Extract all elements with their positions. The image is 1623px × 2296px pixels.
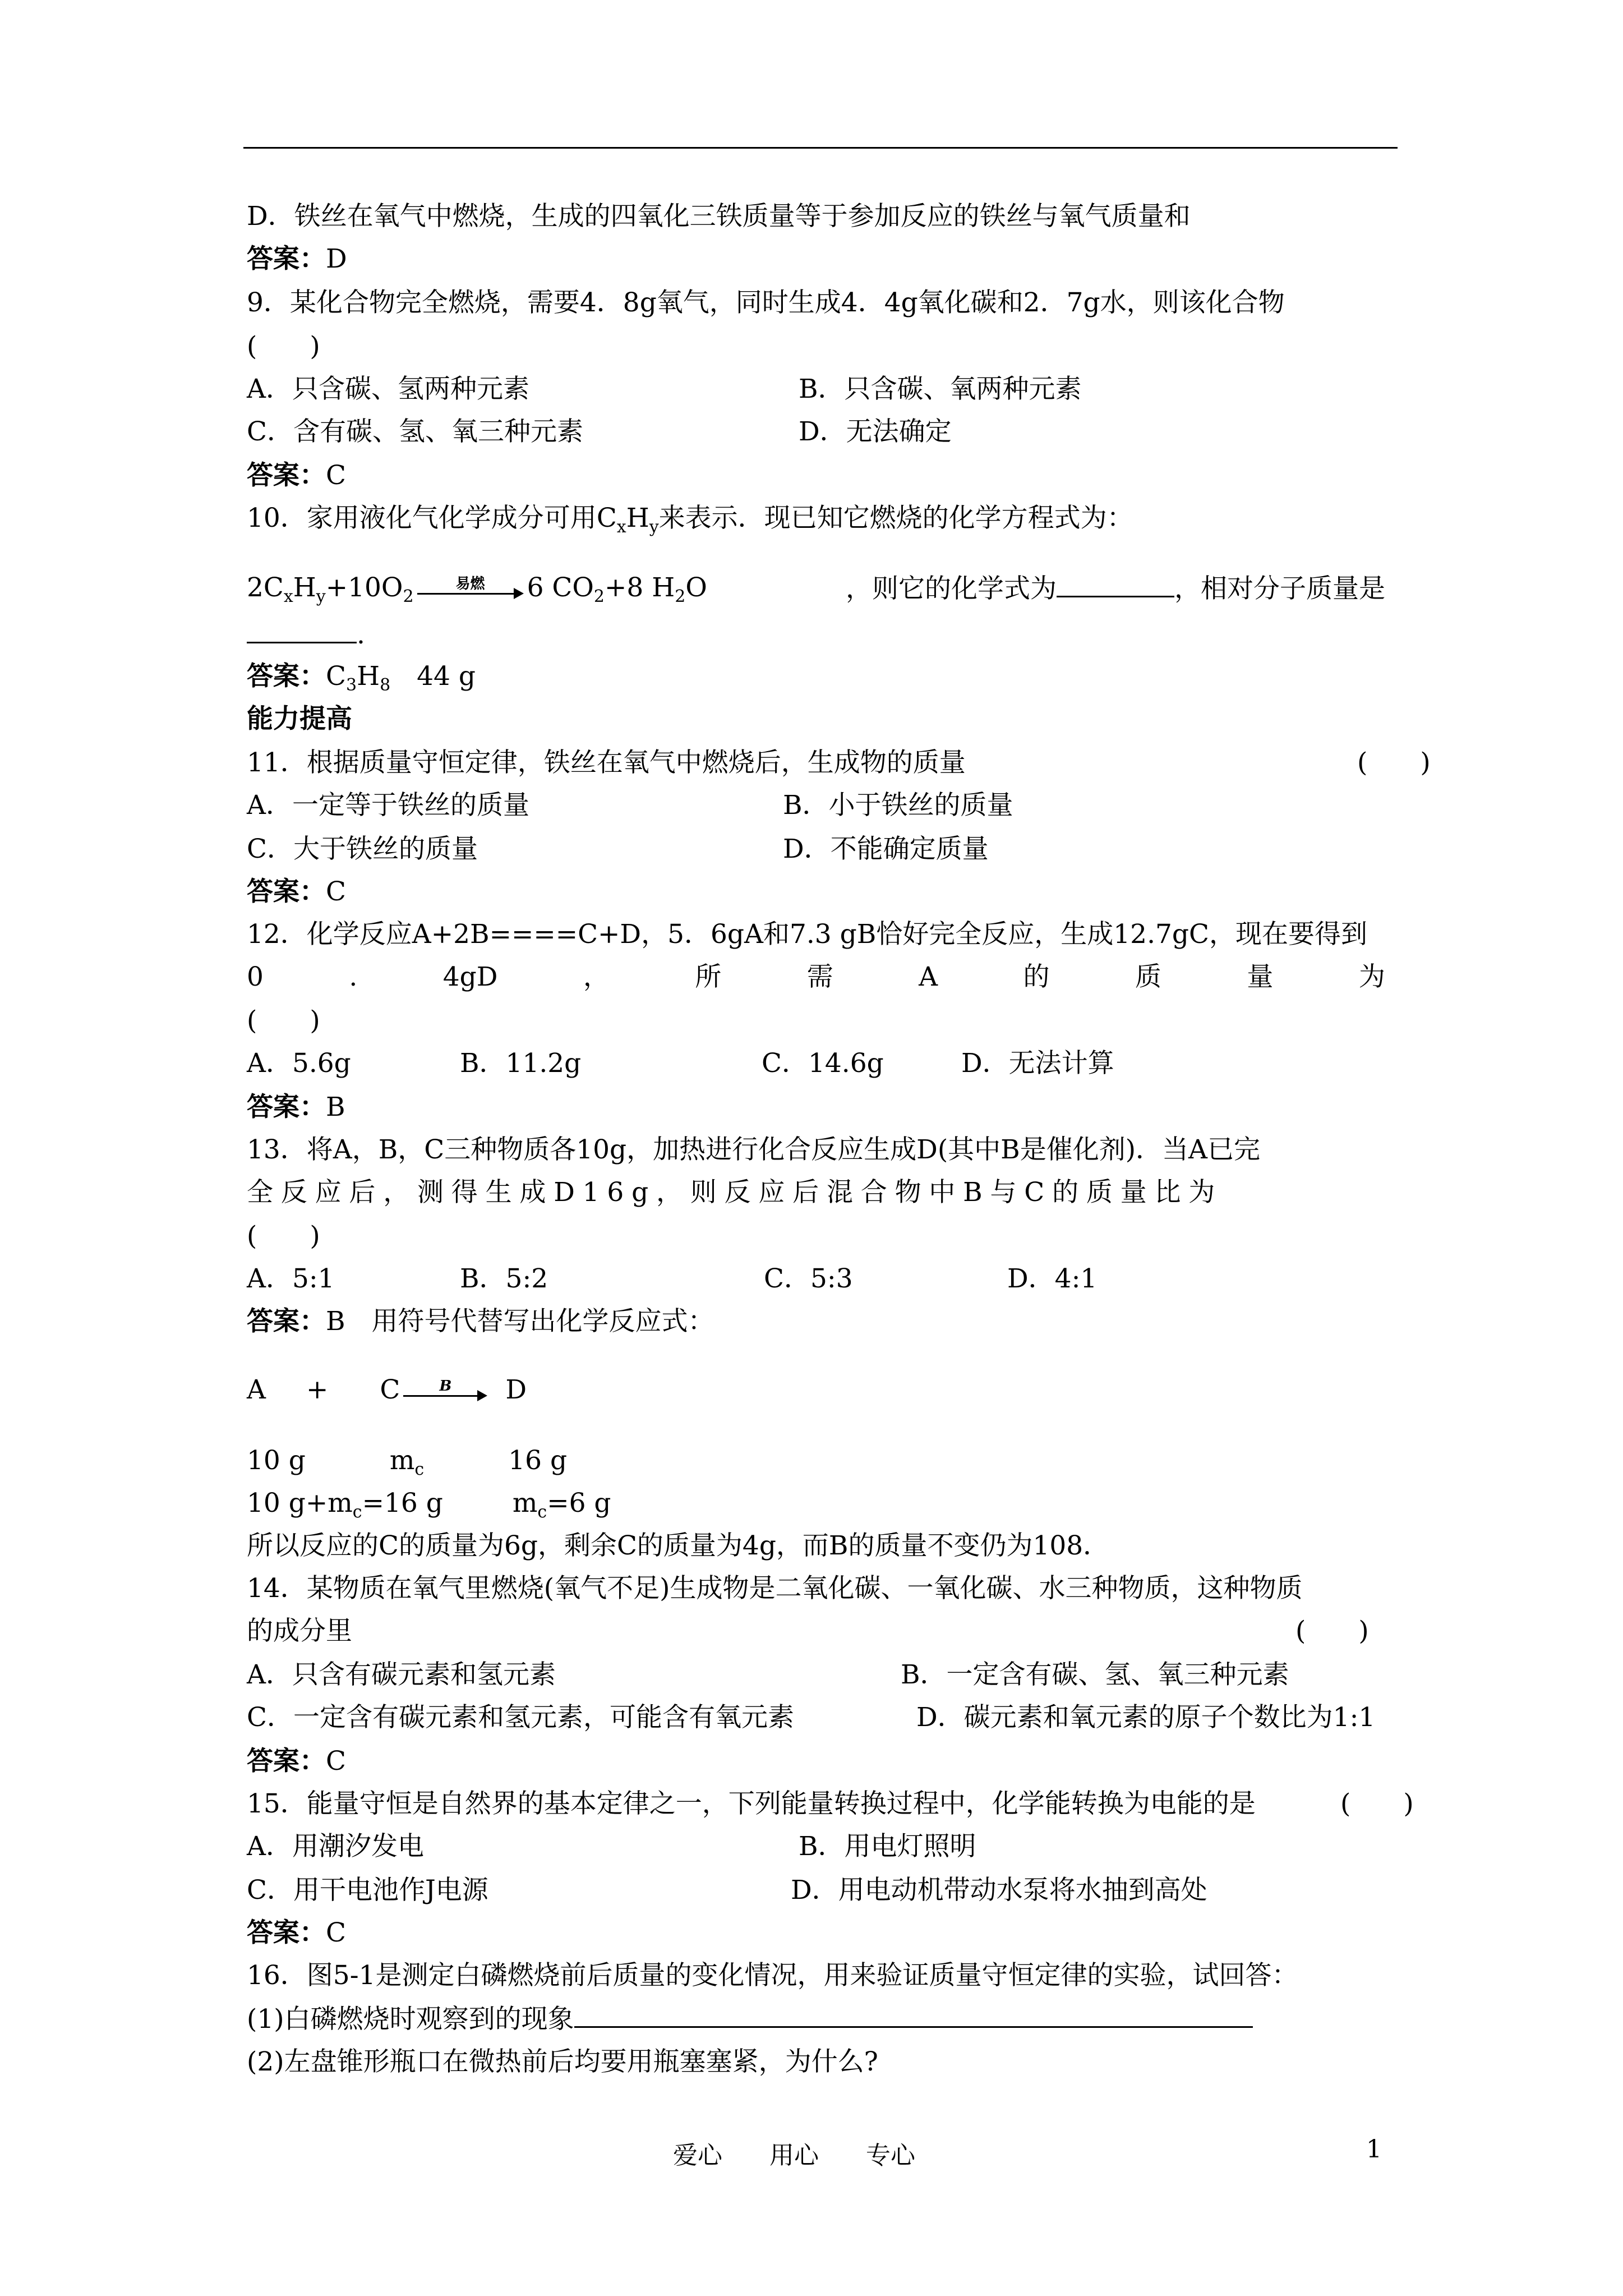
question-13-line2: 全反应后，测得生成D16g，则反应后混合物中B与C的质量比为 [247,1177,1223,1208]
answer-q10: 答案：$C_3H_8$ 44 g [247,661,476,695]
q9-option-a: A．只含碳、氢两种元素 [247,374,529,404]
q15-option-d: D．用电动机带动水泵将水抽到高处 [791,1875,1207,1906]
question-16: 16．图5-1是测定白磷燃烧前后质量的变化情况，用来验证质量守恒定律的实验，试回答： [247,1960,1298,1991]
answer-q11: 答案：C [247,876,346,907]
equation: $2C_xH_y+10O_2$ 易燃 6 $CO_2+8$ $H_2O$ [247,572,707,606]
catalyst-arrow: B [403,1375,487,1409]
q13-option-c: C．5:3 [764,1263,853,1294]
question-11: 11．根据质量守恒定律，铁丝在氧气中燃烧后，生成物的质量 [247,747,966,778]
answer-q9: 答案：C [247,460,346,491]
q12-option-c: C．14.6g [762,1048,884,1079]
page-number: 1 [1366,2135,1382,2164]
q13-option-a: A．5:1 [247,1263,335,1294]
answer-q12: 答案：B [247,1092,345,1122]
question-13-paren: ( ) [247,1221,320,1251]
q14-option-d: D．碳元素和氧元素的原子个数比为1:1 [916,1702,1376,1733]
question-14-line2: 的成分里 [247,1616,352,1646]
question-15-paren: ( ) [1340,1788,1414,1819]
question-15: 15．能量守恒是自然界的基本定律之一，下列能量转换过程中，化学能转换为电能的是 [247,1788,1256,1819]
reaction-equation: A + C B D [247,1373,527,1409]
q11-option-b: B．小于铁丝的质量 [783,790,1013,821]
q11-option-a: A．一定等于铁丝的质量 [247,790,529,821]
answer-q8: 答案：D [247,243,347,274]
answer-q14: 答案：C [247,1746,346,1777]
section-title: 能力提高 [247,703,352,734]
reaction-arrow: 易燃 [417,573,524,606]
question-14: 14．某物质在氧气里燃烧(氧气不足)生成物是二氧化碳、一氧化碳、水三种物质，这种物质 [247,1573,1303,1604]
answer-q13: 答案：B 用符号代替写出化学反应式： [247,1306,714,1337]
q14-option-c: C．一定含有碳元素和氢元素，可能含有氧元素 [247,1702,794,1733]
question-12-paren: ( ) [247,1005,320,1036]
question-12: 12．化学反应A+2B====C+D，5．6gA和7.3 gB恰好完全反应，生成12.7gC，现在要得到 [247,919,1367,950]
question-10: 10．家用液化气化学成分可用$C_xH_y$来表示．现已知它燃烧的化学方程式为： [247,503,1133,537]
q13-option-d: D．4:1 [1007,1263,1098,1294]
q9-option-b: B．只含碳、氧两种元素 [799,374,1082,404]
answer-blank[interactable] [247,617,357,643]
q10-blank-line: . [247,617,365,652]
question-13: 13．将A，B，C三种物质各10g，加热进行化合反应生成D(其中B是催化剂)．当A已完 [247,1134,1260,1165]
q9-option-c: C．含有碳、氢、氧三种元素 [247,416,583,447]
question-9: 9．某化合物完全燃烧，需要4．8g氧气，同时生成4．4g氧化碳和2．7g水，则该化合物 [247,287,1285,318]
q12-option-b: B．11.2g [460,1048,582,1079]
answer-q15: 答案：C [247,1917,346,1948]
q13-option-b: B．5:2 [460,1263,548,1294]
q15-option-b: B．用电灯照明 [799,1831,976,1862]
q14-option-a: A．只含有碳元素和氢元素 [247,1659,556,1690]
answer-blank[interactable] [1057,571,1174,597]
question-16-part1: (1)白磷燃烧时观察到的现象 [247,2001,1253,2036]
q15-option-a: A．用潮汐发电 [247,1831,424,1862]
option-d-q8: D．铁丝在氧气中燃烧，生成的四氧化三铁质量等于参加反应的铁丝与氧气质量和 [247,201,1191,232]
question-9-paren: ( ) [247,331,320,362]
question-12-line2: 0 . 4gD ， 所 需 A 的 质 量 为 [247,961,1385,992]
footer-slogan: 爱心 用心 专心 [673,2141,915,2170]
q10-tail: ，则它的化学式为 ，相对分子质量是 [846,571,1385,606]
reaction-masses: 10 g $m_c$ 16 g [247,1445,568,1479]
q11-option-c: C．大于铁丝的质量 [247,834,478,864]
mass-calculation: 10 $g+m_c=16$ g $m_c=6$ g [247,1488,611,1522]
header-rule [243,147,1398,149]
explanation-line: 所以反应的C的质量为6g，剩余C的质量为4g，而B的质量不变仍为108． [247,1530,1110,1561]
q11-option-d: D．不能确定质量 [783,834,989,864]
question-16-part2: (2)左盘锥形瓶口在微热前后均要用瓶塞塞紧，为什么? [247,2046,878,2077]
answer-blank[interactable] [574,2001,1253,2028]
question-14-paren: ( ) [1295,1616,1369,1646]
q10-equation-line [247,571,1385,606]
q9-option-d: D．无法确定 [799,416,952,447]
q12-option-a: A．5.6g [247,1048,351,1079]
question-11-paren: ( ) [1357,747,1431,778]
q14-option-b: B．一定含有碳、氢、氧三种元素 [901,1659,1289,1690]
q15-option-c: C．用干电池作J电源 [247,1875,488,1906]
q12-option-d: D．无法计算 [961,1048,1114,1079]
